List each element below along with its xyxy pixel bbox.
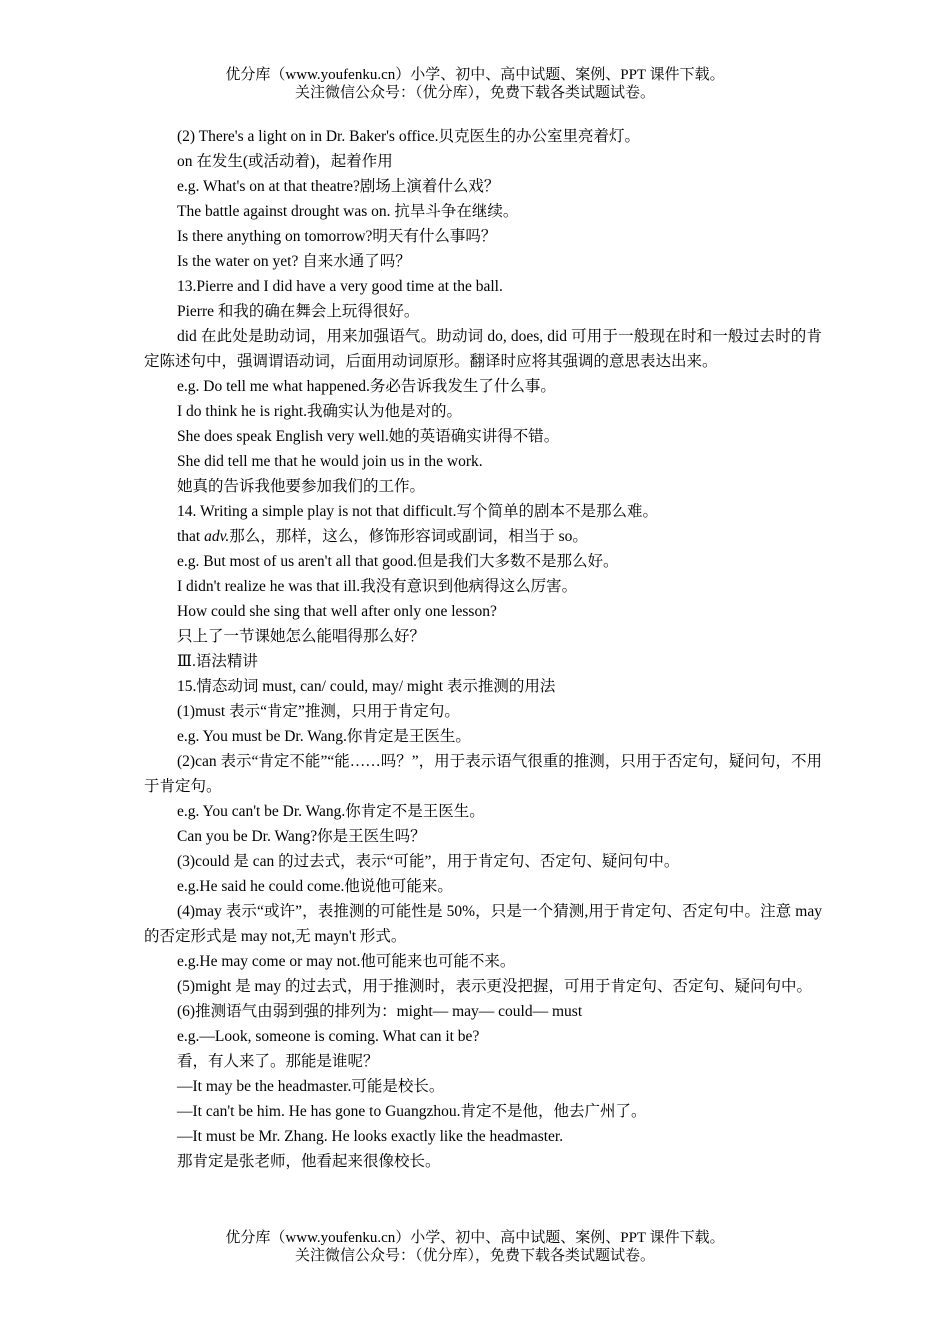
paragraph: —It must be Mr. Zhang. He looks exactly like the headmaster.: [177, 1128, 564, 1145]
page-footer: [0, 1229, 950, 1265]
document-body: [144, 124, 822, 1174]
paragraph: She does speak English very well.她的英语确实讲得不错。: [177, 428, 560, 445]
paragraph-text: that: [177, 528, 205, 545]
page-header: [0, 66, 950, 102]
paragraph: The battle against drought was on. 抗旱斗争在继续。: [177, 203, 519, 220]
paragraph: I do think he is right.我确实认为他是对的。: [177, 403, 463, 420]
footer-line-1: 优分库（www.youfenku.cn）小学、初中、高中试题、案例、PPT 课件下载。: [225, 1230, 725, 1246]
part-of-speech-label: adv.: [204, 528, 230, 545]
paragraph: Can you be Dr. Wang?你是王医生吗？: [177, 828, 426, 845]
paragraph: (3)could 是 can 的过去式，表示“可能”，用于肯定句、否定句、疑问句中。: [177, 853, 680, 870]
paragraph: —It can't be him. He has gone to Guangzhou.肯定不是他，他去广州了。: [177, 1103, 647, 1120]
paragraph: on 在发生(或活动着)，起着作用: [177, 153, 393, 170]
paragraph: e.g. What's on at that theatre?剧场上演着什么戏？: [177, 178, 500, 195]
paragraph: I didn't realize he was that ill.我没有意识到他病得这么厉害。: [177, 578, 578, 595]
paragraph: (4)may 表示“或许”，表推测的可能性是 50%，只是一个猜测,用于肯定句、否定句中。注意 may 的否定形式是 may not,无 mayn't 形式。: [144, 903, 822, 945]
paragraph: e.g.He may come or may not.他可能来也可能不来。: [177, 953, 516, 970]
paragraph: e.g.He said he could come.他说他可能来。: [177, 878, 453, 895]
paragraph: How could she sing that well after only one lesson?: [177, 603, 497, 620]
paragraph: 15.情态动词 must, can/ could, may/ might 表示推测的用法: [177, 678, 556, 695]
paragraph: Is there anything on tomorrow?明天有什么事吗？: [177, 228, 497, 245]
paragraph: 她真的告诉我他要参加我们的工作。: [177, 478, 426, 495]
paragraph: e.g. But most of us aren't all that good.但是我们大多数不是那么好。: [177, 553, 619, 570]
paragraph: e.g. You can't be Dr. Wang.你肯定不是王医生。: [177, 803, 485, 820]
paragraph-text: 那么，那样，这么，修饰形容词或副词，相当于 so。: [229, 528, 588, 545]
paragraph: (2) There's a light on in Dr. Baker's office.贝克医生的办公室里亮着灯。: [177, 128, 641, 145]
paragraph: Pierre 和我的确在舞会上玩得很好。: [177, 303, 420, 320]
paragraph: (2)can 表示“肯定不能”“能……吗？”，用于表示语气很重的推测，只用于否定句，疑问句，不用于肯定句。: [144, 753, 822, 795]
paragraph: 14. Writing a simple play is not that difficult.写个简单的剧本不是那么难。: [177, 503, 658, 520]
paragraph: e.g. You must be Dr. Wang.你肯定是王医生。: [177, 728, 471, 745]
paragraph: (5)might 是 may 的过去式，用于推测时，表示更没把握，可用于肯定句、否定句、疑问句中。: [177, 978, 813, 995]
paragraph: did 在此处是助动词，用来加强语气。助动词 do, does, did 可用于一般现在时和一般过去时的肯定陈述句中，强调谓语动词，后面用动词原形。翻译时应将其强调的意思表达出来。: [144, 328, 822, 370]
section-heading: Ⅲ.语法精讲: [177, 653, 258, 670]
footer-line-2: 关注微信公众号：（优分库），免费下载各类试题试卷。: [294, 1248, 655, 1264]
paragraph: e.g. Do tell me what happened.务必告诉我发生了什么事。: [177, 378, 556, 395]
paragraph: Is the water on yet? 自来水通了吗？: [177, 253, 411, 270]
paragraph: [144, 524, 822, 549]
paragraph: e.g.—Look, someone is coming. What can it be?: [177, 1028, 480, 1045]
header-line-2: 关注微信公众号：（优分库），免费下载各类试题试卷。: [294, 85, 655, 101]
header-line-1: 优分库（www.youfenku.cn）小学、初中、高中试题、案例、PPT 课件下载。: [225, 67, 725, 83]
paragraph: 那肯定是张老师，他看起来很像校长。: [177, 1153, 441, 1170]
paragraph: (1)must 表示“肯定”推测，只用于肯定句。: [177, 703, 460, 720]
paragraph: 只上了一节课她怎么能唱得那么好？: [177, 628, 426, 645]
paragraph: She did tell me that he would join us in the work.: [177, 453, 483, 470]
paragraph: 13.Pierre and I did have a very good time at the ball.: [177, 278, 503, 295]
paragraph: 看，有人来了。那能是谁呢？: [177, 1053, 379, 1070]
paragraph: (6)推测语气由弱到强的排列为：might— may— could— must: [177, 1003, 583, 1020]
paragraph: —It may be the headmaster.可能是校长。: [177, 1078, 445, 1095]
